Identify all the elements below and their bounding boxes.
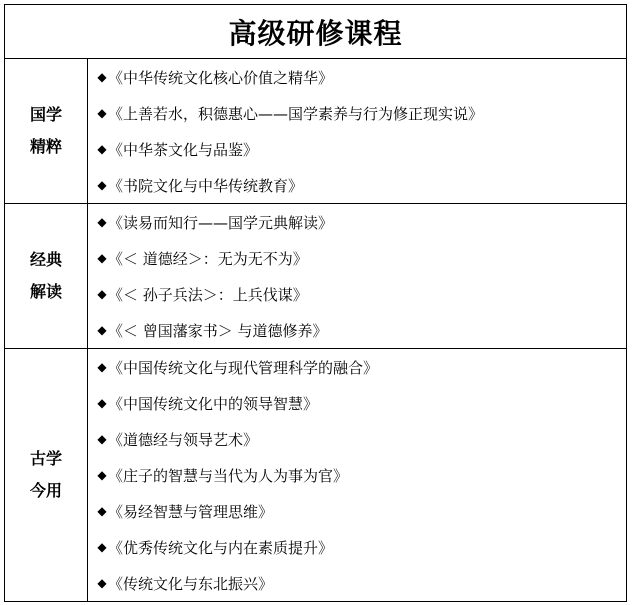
course-item xyxy=(96,529,626,565)
course-item xyxy=(96,457,626,493)
course-item xyxy=(96,312,626,348)
course-item xyxy=(96,493,626,529)
category-label-line-2: 精粹 xyxy=(29,137,62,156)
diamond-bullet-icon: ◆ xyxy=(97,360,107,374)
category-label-line-1: 经典 xyxy=(29,250,62,269)
course-title: 《传统文化与东北振兴》 xyxy=(108,574,274,593)
category-label-line-1: 古学 xyxy=(29,449,62,468)
course-item xyxy=(96,349,626,385)
course-title: 《优秀传统文化与内在素质提升》 xyxy=(108,538,334,557)
diamond-bullet-icon: ◆ xyxy=(97,215,107,229)
section-guoxue-jingcui xyxy=(5,59,626,204)
course-title: 《上善若水，积德惠心——国学素养与行为修正现实说》 xyxy=(108,104,484,123)
section-jingdian-jiedu xyxy=(5,204,626,349)
category-cell xyxy=(5,59,88,203)
course-item xyxy=(96,385,626,421)
diamond-bullet-icon: ◆ xyxy=(97,432,107,446)
course-title: 《中国传统文化与现代管理科学的融合》 xyxy=(108,358,379,377)
course-list xyxy=(88,349,626,601)
course-list xyxy=(88,204,626,348)
course-item xyxy=(96,421,626,457)
course-title: 《庄子的智慧与当代为人为事为官》 xyxy=(108,466,349,485)
diamond-bullet-icon: ◆ xyxy=(97,178,107,192)
diamond-bullet-icon: ◆ xyxy=(97,504,107,518)
course-title: 《＜ 曾国藩家书＞ 与道德修养》 xyxy=(108,321,328,340)
course-title: 《中华传统文化核心价值之精华》 xyxy=(108,68,334,87)
course-table xyxy=(4,4,627,602)
course-title: 《道德经与领导艺术》 xyxy=(108,430,259,449)
course-item xyxy=(96,204,626,240)
table-title: 高级研修课程 xyxy=(5,5,626,59)
course-item xyxy=(96,167,626,203)
diamond-bullet-icon: ◆ xyxy=(97,396,107,410)
course-item xyxy=(96,276,626,312)
diamond-bullet-icon: ◆ xyxy=(97,287,107,301)
diamond-bullet-icon: ◆ xyxy=(97,142,107,156)
diamond-bullet-icon: ◆ xyxy=(97,468,107,482)
course-item xyxy=(96,59,626,95)
category-label-line-2: 今用 xyxy=(29,481,62,500)
course-title: 《书院文化与中华传统教育》 xyxy=(108,176,304,195)
category-label-line-1: 国学 xyxy=(29,105,62,124)
diamond-bullet-icon: ◆ xyxy=(97,106,107,120)
diamond-bullet-icon: ◆ xyxy=(97,323,107,337)
diamond-bullet-icon: ◆ xyxy=(97,251,107,265)
diamond-bullet-icon: ◆ xyxy=(97,576,107,590)
course-title: 《＜ 道德经＞：无为无不为》 xyxy=(108,249,308,268)
category-cell xyxy=(5,204,88,348)
course-title: 《易经智慧与管理思维》 xyxy=(108,502,274,521)
course-list xyxy=(88,59,626,203)
section-guxue-jinyong xyxy=(5,349,626,601)
category-label-line-2: 解读 xyxy=(29,282,62,301)
course-item xyxy=(96,565,626,601)
course-item xyxy=(96,131,626,167)
course-title: 《读易而知行——国学元典解读》 xyxy=(108,213,334,232)
diamond-bullet-icon: ◆ xyxy=(97,540,107,554)
course-title: 《＜ 孙子兵法＞：上兵伐谋》 xyxy=(108,285,308,304)
course-title: 《中国传统文化中的领导智慧》 xyxy=(108,394,319,413)
course-item xyxy=(96,95,626,131)
course-title: 《中华茶文化与品鉴》 xyxy=(108,140,259,159)
category-cell xyxy=(5,349,88,601)
diamond-bullet-icon: ◆ xyxy=(97,70,107,84)
course-item xyxy=(96,240,626,276)
